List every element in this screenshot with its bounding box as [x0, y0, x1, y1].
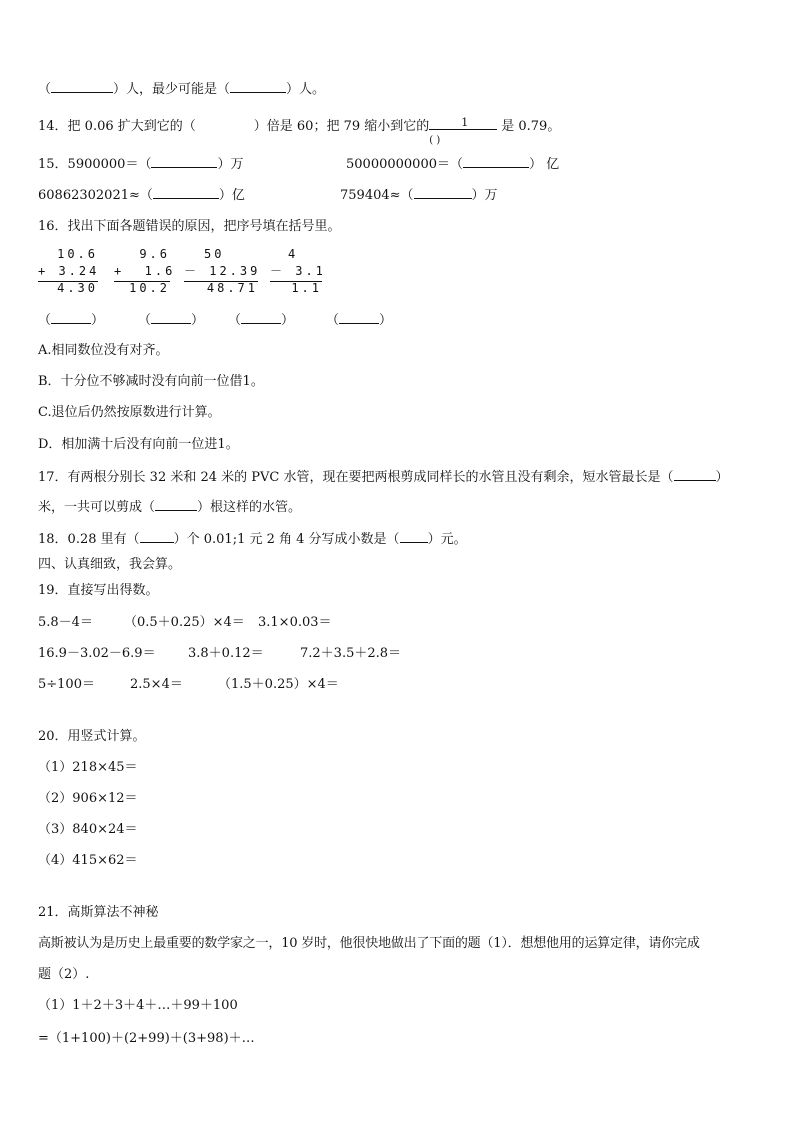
answer-paren-1[interactable]: （ ） — [38, 313, 105, 328]
question-20-title: 20．用竖式计算。 — [38, 729, 146, 744]
section-heading-4: 四、认真细致，我会算。 — [38, 557, 182, 572]
answer-blank[interactable] — [400, 530, 428, 543]
answer-blank[interactable] — [151, 311, 191, 324]
fraction-bar — [429, 129, 497, 130]
fraction-denominator[interactable]: ( ) — [429, 135, 441, 146]
vertical-problem-1: 10.6 + 3.24 4.30 — [38, 247, 100, 295]
question-21-expression-1: （1）1＋2＋3＋4＋…＋99＋100 — [38, 998, 238, 1013]
q19-r3c1: 5÷100＝ — [38, 677, 95, 692]
option-d: D．相加满十后没有向前一位进1。 — [38, 437, 239, 452]
answer-blank[interactable] — [414, 186, 472, 199]
answer-blank[interactable] — [51, 311, 91, 324]
question-17-line1: 17．有两根分别长 32 米和 24 米的 PVC 水管，现在要把两根剪成同样长的水管且没有剩余，短水管最长是（ ） — [38, 470, 729, 485]
answer-blank[interactable] — [674, 468, 716, 481]
difference-line — [270, 281, 322, 282]
q19-r2c1: 16.9－3.02－6.9＝ — [38, 646, 156, 661]
question-14: 14．把 0.06 扩大到它的（ ）倍是 60；把 79 缩小到它的 1 ( ) 是 0.79。 — [38, 118, 560, 136]
answer-blank[interactable] — [230, 80, 286, 93]
q19-r3c3: （1.5＋0.25）×4＝ — [218, 677, 339, 692]
question-21-paragraph-1: 高斯被认为是历史上最重要的数学家之一，10 岁时，他很快地做出了下面的题（1）．想想他用的运算定律，请你完成 — [38, 936, 700, 951]
question-15-row2-right: 759404≈（ ）万 — [340, 188, 498, 203]
q19-r1c3: 3.1×0.03＝ — [258, 615, 332, 630]
question-18: 18．0.28 里有（ ）个 0.01;1 元 2 角 4 分写成小数是（ ）元。 — [38, 532, 467, 547]
question-17-line2: 米，一共可以剪成（ ）根这样的水管。 — [38, 500, 302, 515]
vertical-problem-4: 4 － 3.1 1.1 — [270, 247, 326, 295]
q19-r1c1: 5.8－4＝ — [38, 615, 93, 630]
question-15-row2-left: 60862302021≈（ ）亿 — [38, 188, 245, 203]
question-21-paragraph-2: 题（2）. — [38, 967, 90, 982]
answer-blank[interactable] — [155, 498, 197, 511]
fraction-numerator: 1 — [461, 116, 469, 129]
answer-blank[interactable] — [339, 311, 379, 324]
fraction — [429, 116, 501, 146]
question-15-row1-left: 15．5900000＝（ ）万 — [38, 157, 244, 172]
vertical-problem-3: 50 － 12.39 48.71 — [184, 247, 261, 295]
q20-item-3: （3）840×24＝ — [38, 822, 138, 837]
answer-paren-3[interactable]: （ ） — [228, 313, 295, 328]
question-19-title: 19．直接写出得数。 — [38, 583, 159, 598]
answer-paren-4[interactable]: （ ） — [326, 313, 393, 328]
answer-blank[interactable] — [140, 530, 174, 543]
answer-blank[interactable] — [51, 80, 113, 93]
q20-item-1: （1）218×45＝ — [38, 760, 138, 775]
answer-paren-2[interactable]: （ ） — [138, 313, 205, 328]
q20-item-4: （4）415×62＝ — [38, 853, 138, 868]
q19-r3c2: 2.5×4＝ — [130, 677, 183, 692]
question-15-row1-right: 50000000000＝（ ） 亿 — [346, 157, 560, 172]
question-16-title: 16．找出下面各题错误的原因，把序号填在括号里。 — [38, 219, 341, 234]
option-b: B．十分位不够减时没有向前一位借1。 — [38, 374, 264, 389]
option-c: C.退位后仍然按原数进行计算。 — [38, 405, 221, 420]
q13-tail: （ ）人，最少可能是（ ）人。 — [38, 82, 326, 97]
option-a: A.相同数位没有对齐。 — [38, 343, 169, 358]
question-21-expression-2: =（1+100)＋(2+99)＋(3+98)＋… — [38, 1031, 255, 1046]
q19-r2c3: 7.2＋3.5＋2.8＝ — [300, 646, 402, 661]
q19-r1c2: （0.5＋0.25）×4＝ — [124, 615, 245, 630]
sum-line — [114, 281, 170, 282]
question-21-title: 21．高斯算法不神秘 — [38, 905, 159, 920]
sum-line — [38, 281, 98, 282]
answer-blank[interactable] — [241, 311, 281, 324]
q19-r2c2: 3.8＋0.12＝ — [188, 646, 264, 661]
answer-blank[interactable] — [463, 155, 529, 168]
answer-blank[interactable] — [151, 155, 217, 168]
answer-blank[interactable] — [153, 186, 219, 199]
difference-line — [184, 281, 258, 282]
q20-item-2: （2）906×12＝ — [38, 791, 138, 806]
vertical-problem-2: 9.6 + 1.6 10.2 — [114, 247, 176, 295]
